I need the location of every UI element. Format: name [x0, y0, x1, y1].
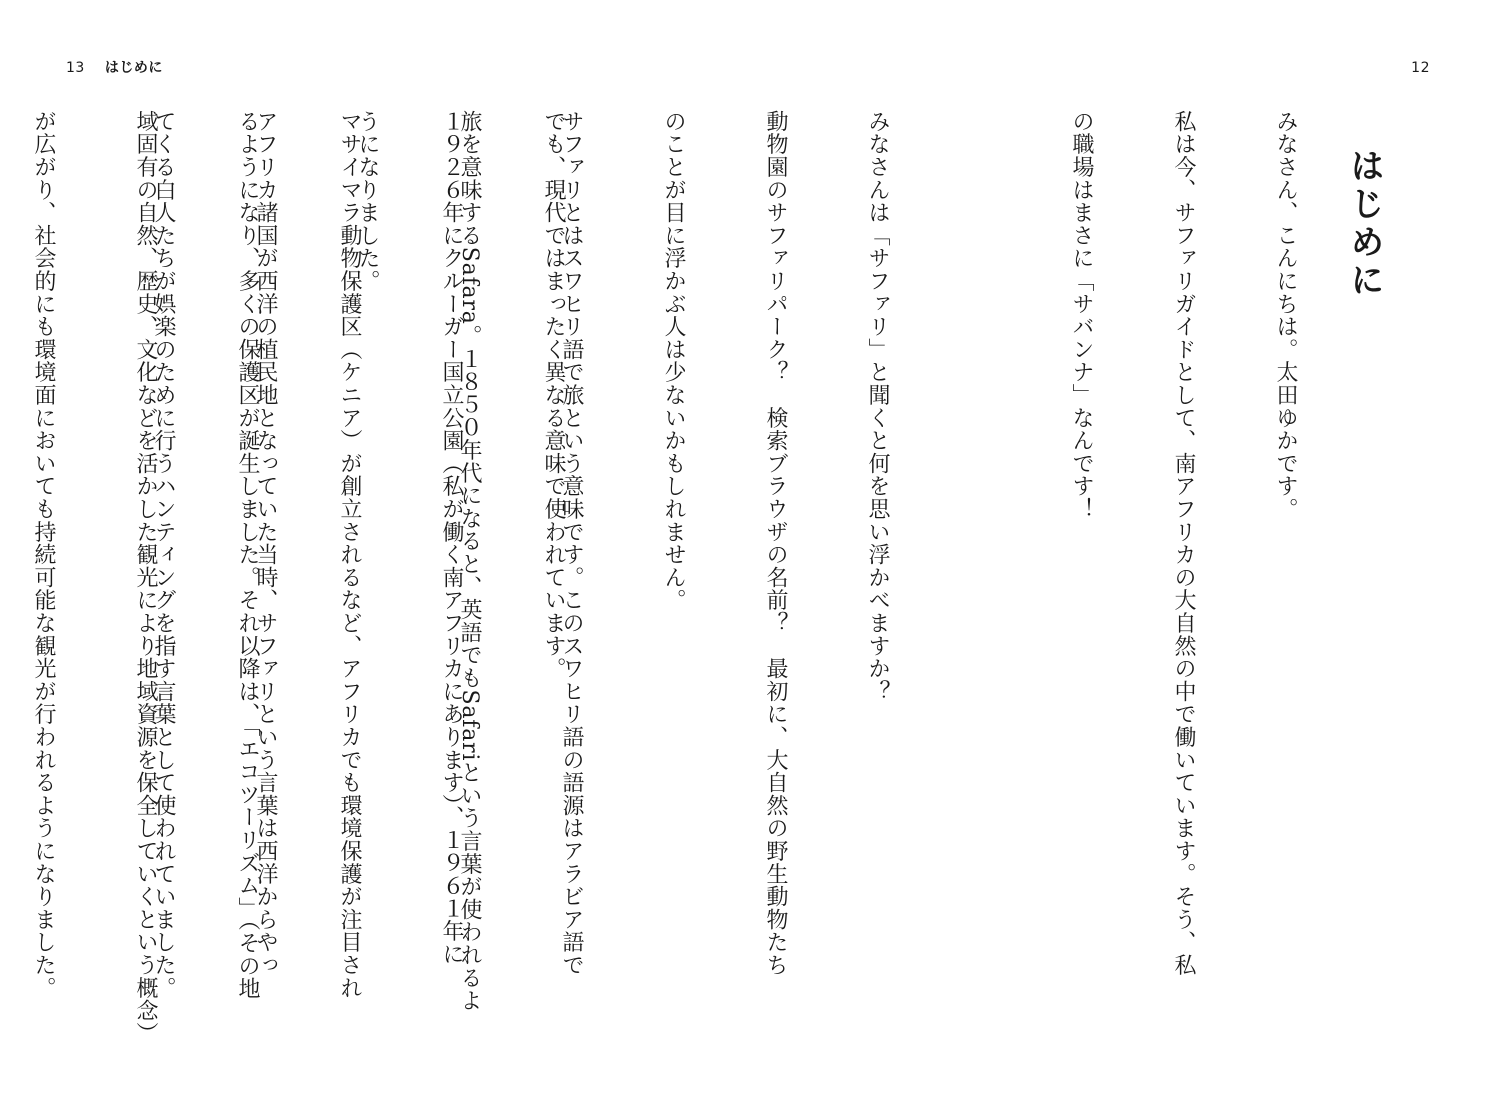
text-line: サファリとはスワヒリ語で旅という意味です。このスワヒリ語の語源はアラビア語で — [559, 110, 584, 977]
page-number-right: 12 — [1411, 60, 1430, 76]
running-title: はじめに — [104, 60, 163, 76]
text-line: マサイマラ動物保護区（ケニア）が創立されるなど、アフリカでも環境保護が注目され — [337, 110, 362, 1000]
text-line: アフリカ諸国が西洋の植民地となっていた当時、サファリという言葉は西洋からやっ — [253, 110, 278, 977]
text-line: てくる白人たちが娯楽のために行うハンティングを指す言葉として使われていました。 — [151, 110, 176, 1000]
page-number-left: 13 — [66, 60, 85, 76]
text-line: の職場はまさに「サバンナ」なんです！ — [1069, 110, 1094, 521]
text-line: 域固有の自然、歴史、文化などを活かした観光により地域資源を保全していくという概念） — [133, 110, 158, 1045]
text-line: みなさん、こんにちは。太田ゆかです。 — [1273, 110, 1298, 521]
text-line: でも、現代ではまったく異なる意味で使われています。 — [541, 110, 566, 680]
text-line: みなさんは「サファリ」と聞くと何を思い浮かべますか？ — [865, 110, 890, 703]
text-line: 動物園のサファリパーク？ 検索ブラウザの名前？ 最初に、大自然の野生動物たち — [763, 110, 788, 977]
text-line: のことが目に浮かぶ人は少ないかもしれません。 — [661, 110, 686, 612]
text-line: るようになり、多くの保護区が誕生しました。それ以降は、「エコツーリズム」（その地 — [235, 110, 260, 1000]
running-header-right — [1411, 58, 1430, 78]
running-header-left — [66, 58, 163, 78]
text-line: 私は今、サファリガイドとして、南アフリカの大自然の中で働いています。そう、私 — [1171, 110, 1196, 977]
text-line: 旅を意味するSafara。１８５０年代になると、英語でもSafariという言葉が使われるよ — [457, 110, 482, 1013]
text-line: が広がり、社会的にも環境面においても持続可能な観光が行われるようになりました。 — [31, 110, 56, 1000]
chapter-title: はじめに — [1344, 148, 1384, 300]
left-page-text — [31, 110, 638, 1045]
blank-line — [962, 110, 996, 1040]
text-line: １９２６年にクルーガー国立公園（私が働く南アフリカにあります）、１９６１年に — [439, 110, 464, 966]
text-line: うになりました。 — [355, 110, 380, 293]
